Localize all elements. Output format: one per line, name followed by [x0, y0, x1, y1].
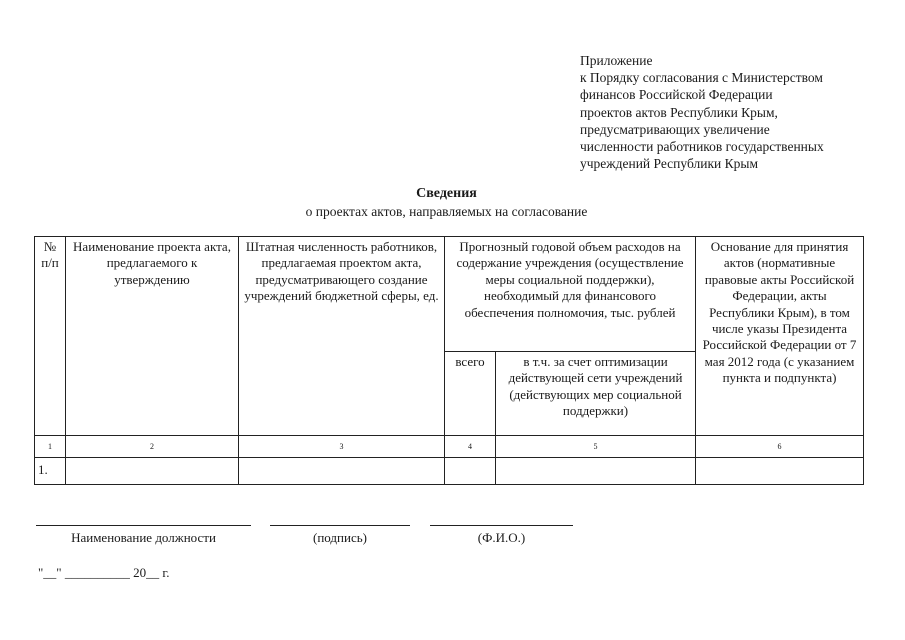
row-basis-cell[interactable]: [696, 458, 864, 485]
table-row: [35, 458, 864, 485]
appendix-line: Приложение: [580, 53, 653, 68]
name-label: (Ф.И.О.): [477, 530, 526, 545]
header-col-expenses-group: Прогнозный годовой объем расходов на содержание учреждения (осуществление меры социальной поддержки), необходимый для финансового обеспечения полномочия, тыс. рублей: [445, 237, 696, 352]
row-number: 1.: [35, 458, 66, 485]
header-col-number: № п/п: [35, 237, 66, 436]
column-number: 3: [239, 436, 445, 458]
signature-label: (подпись): [313, 530, 367, 545]
name-signature-line: [430, 525, 573, 526]
row-act-name-cell[interactable]: [66, 458, 239, 485]
document-title: Сведения: [416, 186, 477, 201]
appendix-line: численности работников государственных: [580, 139, 824, 155]
header-col-act-name: Наименование проекта акта, предлагаемого к утверждению: [66, 237, 239, 436]
row-staff-cell[interactable]: [239, 458, 445, 485]
appendix-line: к Порядку согласования с Министерством: [580, 70, 823, 86]
appendix-block: [580, 52, 880, 172]
header-col-staff: Штатная численность работников, предлагаемая проектом акта, предусматривающего создание учреждений бюджетной сферы, ед.: [239, 237, 445, 436]
appendix-line: учреждений Республики Крым: [580, 156, 758, 172]
column-number-row: [35, 436, 864, 458]
header-col-optimization: в т.ч. за счет оптимизации действующей сети учреждений (действующих мер социальной поддержки): [496, 352, 696, 436]
column-number: 5: [496, 436, 696, 458]
position-label: Наименование должности: [71, 530, 216, 545]
info-table: [34, 236, 864, 485]
header-col-total: всего: [445, 352, 496, 436]
column-number: 6: [696, 436, 864, 458]
appendix-line: предусматривающих увеличение: [580, 121, 770, 137]
row-optimization-cell[interactable]: [496, 458, 696, 485]
date-line: "__" __________ 20__ г.: [38, 565, 170, 580]
row-total-cell[interactable]: [445, 458, 496, 485]
column-number: 4: [445, 436, 496, 458]
column-number: 1: [35, 436, 66, 458]
document-subtitle: о проектах актов, направляемых на согласование: [305, 204, 588, 219]
header-row-top: [35, 237, 864, 352]
appendix-line: проектов актов Республики Крым,: [580, 104, 778, 120]
signature-line: [270, 525, 410, 526]
appendix-line: финансов Российской Федерации: [580, 87, 773, 103]
position-signature-line: [36, 525, 251, 526]
column-number: 2: [66, 436, 239, 458]
header-col-basis: Основание для принятия актов (нормативные правовые акты Российской Федерации, акты Республики Крым), в том числе указы Президента Российской Федерации от 7 мая 2012 года (с указанием пункта и подпункта): [696, 237, 864, 436]
